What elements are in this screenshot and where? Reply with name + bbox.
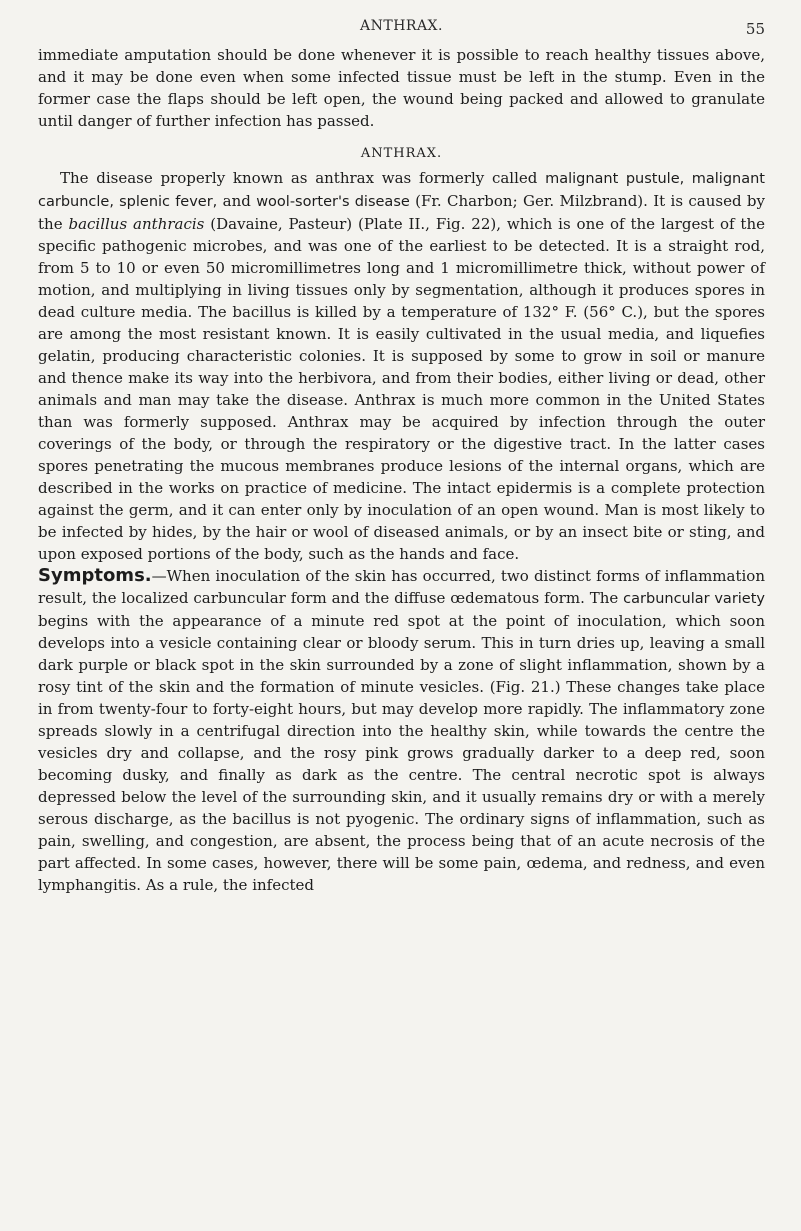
symptoms-text-1: —When inoculation of the skin has occurred, two distinct forms of inflammation result, the localized carbuncular form and the diffuse œdematous form. The xyxy=(38,567,765,607)
symptoms-paragraph xyxy=(38,565,765,896)
symptoms-heading: Symptoms. xyxy=(38,565,152,586)
anthrax-text-2: and xyxy=(217,192,257,210)
term-bacillus-anthracis: bacillus anthracis xyxy=(68,215,205,233)
anthrax-text-1: The disease properly known as anthrax was formerly called xyxy=(60,169,546,187)
intro-paragraph: immediate amputation should be done whenever it is possible to reach healthy tissues above, and it may be done even when some infected tissue must be left in the stump. Even in the former case the flaps should be left open, the wound being packed and allowed to granulate until danger of further infection has passed. xyxy=(38,46,765,130)
term-carbuncular-variety: carbuncular variety xyxy=(623,591,765,607)
symptoms-text-2: begins with the appearance of a minute red spot at the point of inoculation, which soon develops into a vesicle containing clear or bloody serum. This in turn dries up, leaving a small dark purple or black spot in the skin surrounded by a zone of slight inflammation, shown by a rosy tint of the skin and the formation of minute vesicles. (Fig. 21.) These changes take place in from twenty-four to forty-eight hours, but may develop more rapidly. The inflammatory zone spreads slowly in a centrifugal direction into the healthy skin, while towards the centre the vesicles dry and collapse, and the rosy pink grows gradually darker to a deep red, soon becoming dusky, and finally as dark as the centre. The central necrotic spot is always depressed below the level of the surrounding skin, and it usually remains dry or with a merely serous discharge, as the bacillus is not pyogenic. The ordinary signs of inflammation, such as pain, swelling, and congestion, are absent, the process being that of an acute necrosis of the part affected. In some cases, however, there will be some pain, œdema, and redness, and even lymphangitis. As a rule, the infected xyxy=(38,612,765,894)
section-title: ANTHRAX. xyxy=(360,146,443,161)
term-wool-sorters-disease: wool-sorter's disease xyxy=(256,194,410,210)
term-malignant-pustule: malignant pustule, malignant carbuncle, splenic fever, xyxy=(38,171,765,210)
anthrax-text-3: (Fr. Charbon; Ger. Milzbrand). It is caused by the xyxy=(38,192,765,233)
anthrax-text-4: (Davaine, Pasteur) (Plate II., Fig. 22), which is one of the largest of the specific pathogenic microbes, and was one of the earliest to be detected. It is a straight rod, from 5 to 10 or even 50 micromillimetres long and 1 micromillimetre thick, without power of motion, and multiplying in living tissues only by segmentation, although it produces spores in dead culture media. The bacillus is killed by a temperature of 132° F. (56° C.), but the spores are among the most resistant known. It is easily cultivated in the usual media, and liquefies gelatin, producing characteristic colonies. It is supposed by some to grow in soil or manure and thence make its way into the herbivora, and from their bodies, either living or dead, other animals and man may take the disease. Anthrax is much more common in the United States than was formerly supposed. Anthrax may be acquired by infection through the outer coverings of the body, or through the respiratory or the digestive tract. In the latter cases spores penetrating the mucous membranes produce lesions of the internal organs, which are described in the works on practice of medicine. The intact epidermis is a complete protection against the germ, and it can enter only by inoculation of an open wound. Man is most likely to be infected by hides, by the hair or wool of diseased animals, or by an insect bite or sting, and upon exposed portions of the body, such as the hands and face. xyxy=(38,215,765,563)
page-header xyxy=(38,0,765,44)
anthrax-paragraph xyxy=(38,167,765,565)
running-head: ANTHRAX. xyxy=(360,18,443,34)
page-number: 55 xyxy=(745,20,765,38)
